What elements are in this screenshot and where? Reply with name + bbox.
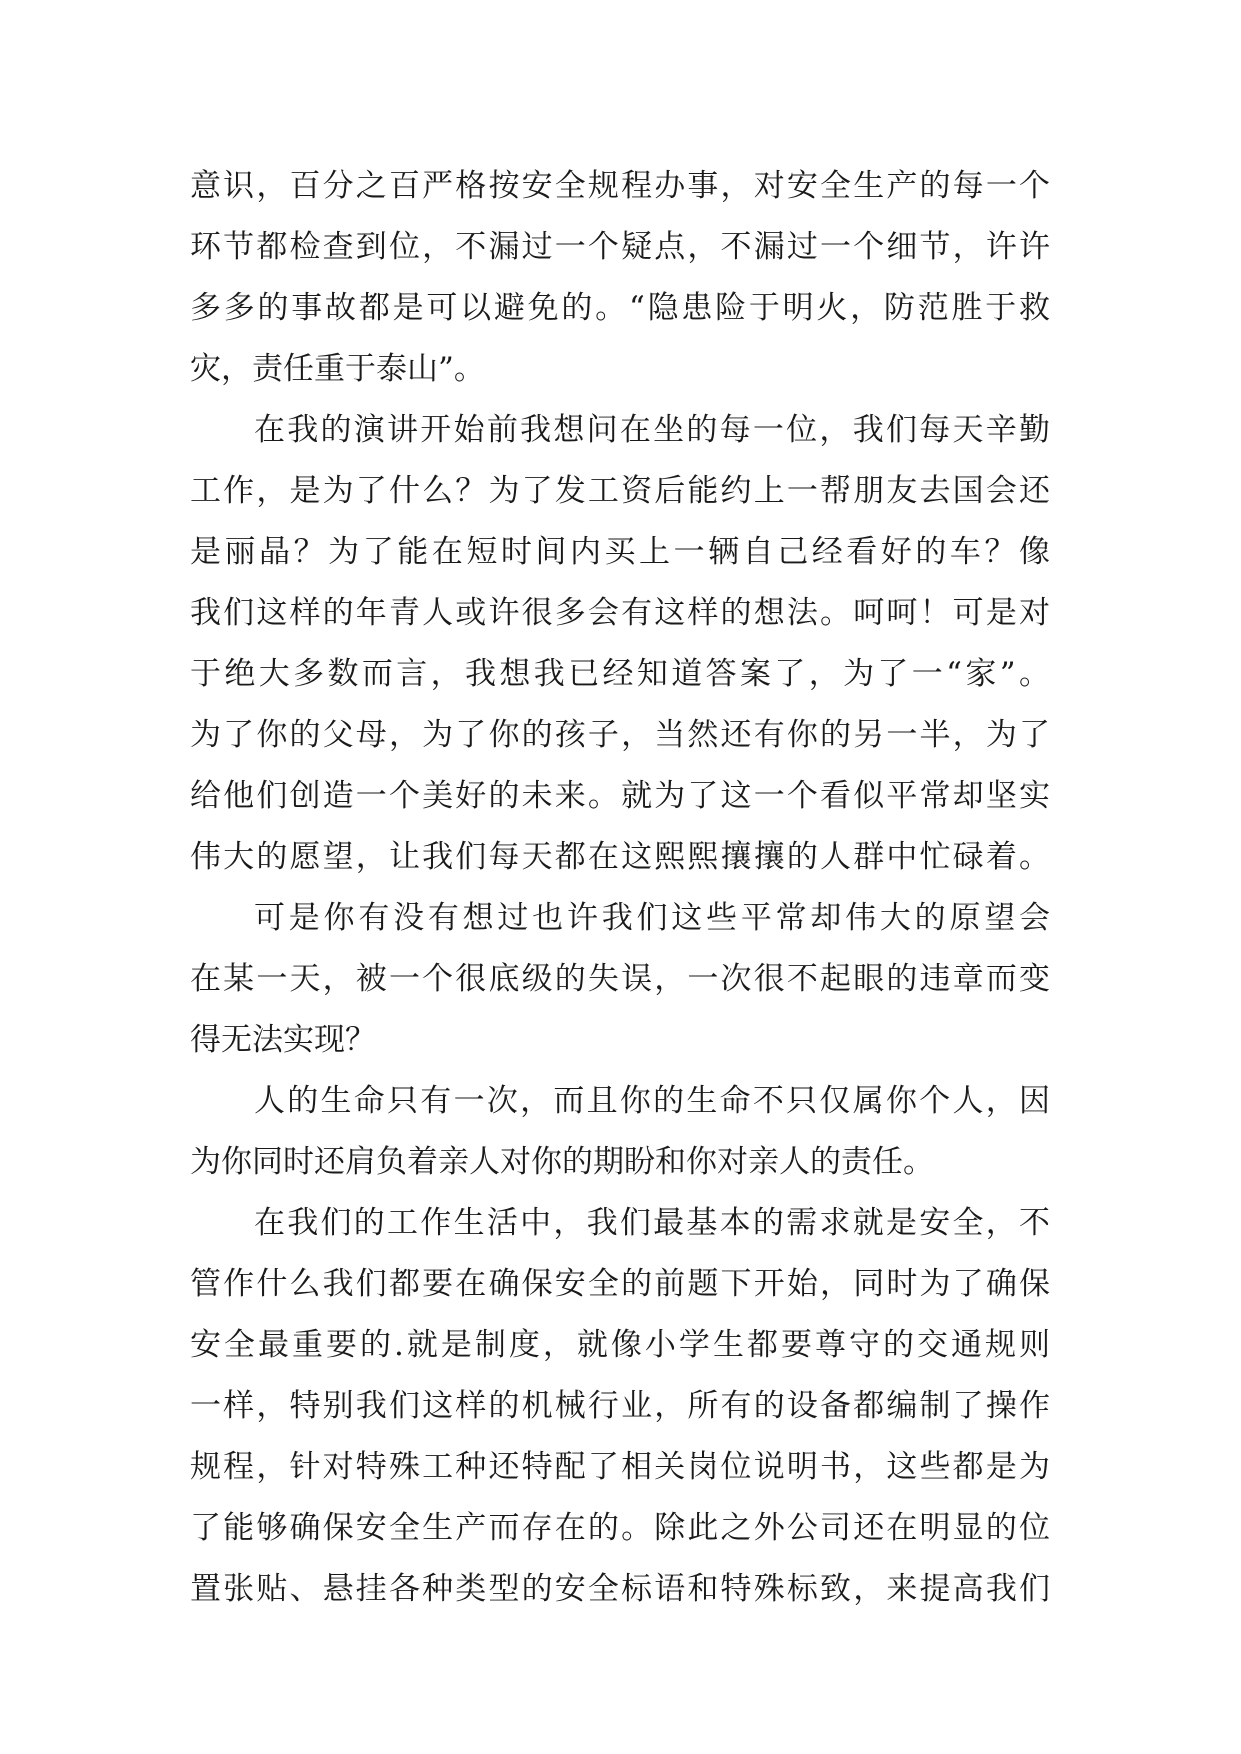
text-line: 为你同时还肩负着亲人对你的期盼和你对亲人的责任。 [190,1144,934,1180]
paragraph-start-line: 在我们的工作生活中，我们最基本的需求就是安全，不 [254,1205,1050,1241]
text-line: 为了你的父母，为了你的孩子，当然还有你的另一半，为了 [190,717,1050,753]
text-line: 伟大的愿望，让我们每天都在这熙熙攘攘的人群中忙碌着。 [190,839,1050,875]
text-line: 在某一天，被一个很底级的失误，一次很不起眼的违章而变 [190,961,1050,997]
text-line: 一样，特别我们这样的机械行业，所有的设备都编制了操作 [190,1388,1050,1424]
text-line: 工作，是为了什么？为了发工资后能约上一帮朋友去国会还 [190,473,1050,509]
text-line: 于绝大多数而言，我想我已经知道答案了，为了一“家”。 [190,656,1050,692]
paragraph-start-line: 可是你有没有想过也许我们这些平常却伟大的原望会 [254,900,1050,936]
text-line: 规程，针对特殊工种还特配了相关岗位说明书，这些都是为 [190,1449,1050,1485]
text-line: 安全最重要的.就是制度，就像小学生都要尊守的交通规则 [190,1327,1050,1363]
text-line: 给他们创造一个美好的未来。就为了这一个看似平常却坚实 [190,778,1050,814]
text-line: 得无法实现？ [190,1022,376,1058]
paragraph-start-line: 在我的演讲开始前我想问在坐的每一位，我们每天辛勤 [254,412,1050,448]
text-line: 我们这样的年青人或许很多会有这样的想法。呵呵！可是对 [190,595,1050,631]
text-line: 多多的事故都是可以避免的。“隐患险于明火，防范胜于救 [190,290,1050,326]
text-line: 了能够确保安全生产而存在的。除此之外公司还在明显的位 [190,1510,1050,1546]
text-line: 是丽晶？为了能在短时间内买上一辆自己经看好的车？像 [190,534,1050,570]
body-text [190,156,1050,1620]
text-line: 管作什么我们都要在确保安全的前题下开始，同时为了确保 [190,1266,1050,1302]
text-line: 环节都检查到位，不漏过一个疑点，不漏过一个细节，许许 [190,229,1050,265]
paragraph-start-line: 人的生命只有一次，而且你的生命不只仅属你个人，因 [254,1083,1050,1119]
text-line: 灾，责任重于泰山”。 [190,351,485,387]
text-line: 意识，百分之百严格按安全规程办事，对安全生产的每一个 [190,168,1050,204]
text-line: 置张贴、悬挂各种类型的安全标语和特殊标致，来提高我们 [190,1571,1050,1607]
